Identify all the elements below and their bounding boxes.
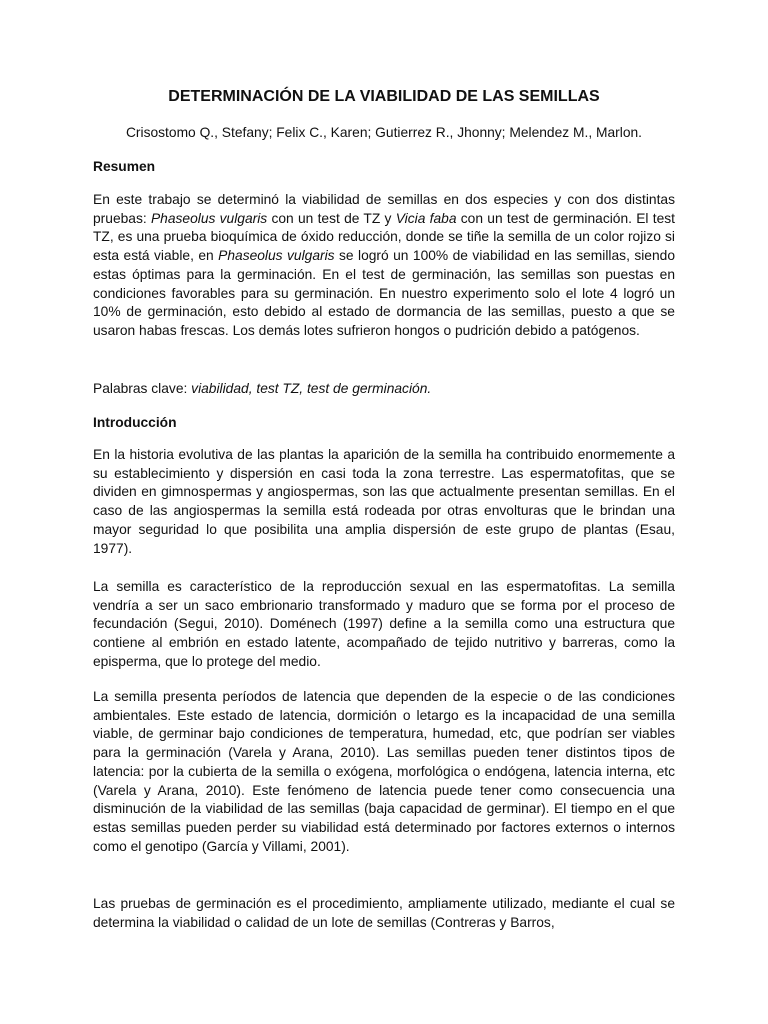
page-bottom-clip [93, 895, 675, 937]
species-name: Vicia faba [395, 210, 457, 226]
resumen-heading: Resumen [93, 159, 156, 174]
resumen-paragraph [93, 191, 675, 341]
keywords-value: viabilidad, test TZ, test de germinación. [191, 381, 432, 396]
species-name: Phaseolus vulgaris [150, 210, 268, 226]
resumen-text: En este trabajo se determinó la viabilidad de semillas en dos especies y con dos distintas pruebas: [93, 192, 675, 226]
intro-paragraph-1: En la historia evolutiva de las plantas la aparición de la semilla ha contribuido enormemente a su establecimiento y dispersión en casi toda la zona terrestre. Las espermatofitas, que se dividen en gimnospermas y angiospermas, son las que actualmente presentan semillas. En el caso de las angiospermas la semilla está rodeada por otras envolturas que le brindan una mayor seguridad lo que posibilita una amplia dispersión de este grupo de plantas (Esau, 1977). [93, 447, 675, 556]
species-name: Phaseolus vulgaris [218, 248, 335, 264]
resumen-text: con un test de TZ y [267, 210, 396, 226]
authors-line: Crisostomo Q., Stefany; Felix C., Karen; Gutierrez R., Jhonny; Melendez M., Marlon. [125, 125, 643, 140]
intro-paragraph-3: La semilla presenta períodos de latencia que dependen de la especie o de las condiciones ambientales. Este estado de latencia, dormición o letargo es la incapacidad de una semilla viable, de germinar bajo condiciones de temperatura, humedad, etc, que podrían ser viables para la germinación (Varela y Arana, 2010). Las semillas pueden tener distintos tipos de latencia: por la cubierta de la semilla o exógena, morfológica o endógena, latencia interna, etc (Varela y Arana, 2010). Este fenómeno de latencia puede tener como consecuencia una disminución de la viabilidad de las semillas (baja capacidad de germinar). El tiempo en el que estas semillas pueden perder su viabilidad está determinado por factores externos o internos como el genotipo (García y Villami, 2001). [93, 689, 675, 854]
resumen-text: con un test de germinación. El test TZ, es una prueba bioquímica de óxido reducción, donde se tiñe la semilla de un color rojizo si esta está viable, en [93, 210, 676, 264]
document-title: DETERMINACIÓN DE LA VIABILIDAD DE LAS SEMILLAS [168, 88, 600, 105]
intro-paragraph-4: Las pruebas de germinación es el procedimiento, ampliamente utilizado, mediante el cual se determina la viabilidad o calidad de un lote de semillas (Contreras y Barros, [93, 896, 675, 930]
keywords-label: Palabras clave: [93, 381, 192, 396]
keywords-line [93, 380, 675, 399]
introduccion-heading: Introducción [93, 415, 177, 430]
intro-paragraph-2: La semilla es característico de la reproducción sexual en las espermatofitas. La semilla vendría a ser un saco embrionario transformado y maduro que se forma por el proceso de fecundación (Segui, 2010). Doménech (1997) define a la semilla como una estructura que contiene al embrión en estado latente, acompañado de tejido nutritivo y barreras, como la episperma, que lo protege del medio. [93, 579, 675, 669]
resumen-text: se logró un 100% de viabilidad en las semillas, siendo estas óptimas para la germinación. En el test de germinación, las semillas son puestas en condiciones favorables para su germinación. En nuestro experimento solo el lote 4 logró un 10% de germinación, esto debido al estado de dormancia de las semillas, puesto a que se usaron habas frescas. Los demás lotes sufrieron hongos o pudrición debido a patógenos. [93, 248, 675, 338]
